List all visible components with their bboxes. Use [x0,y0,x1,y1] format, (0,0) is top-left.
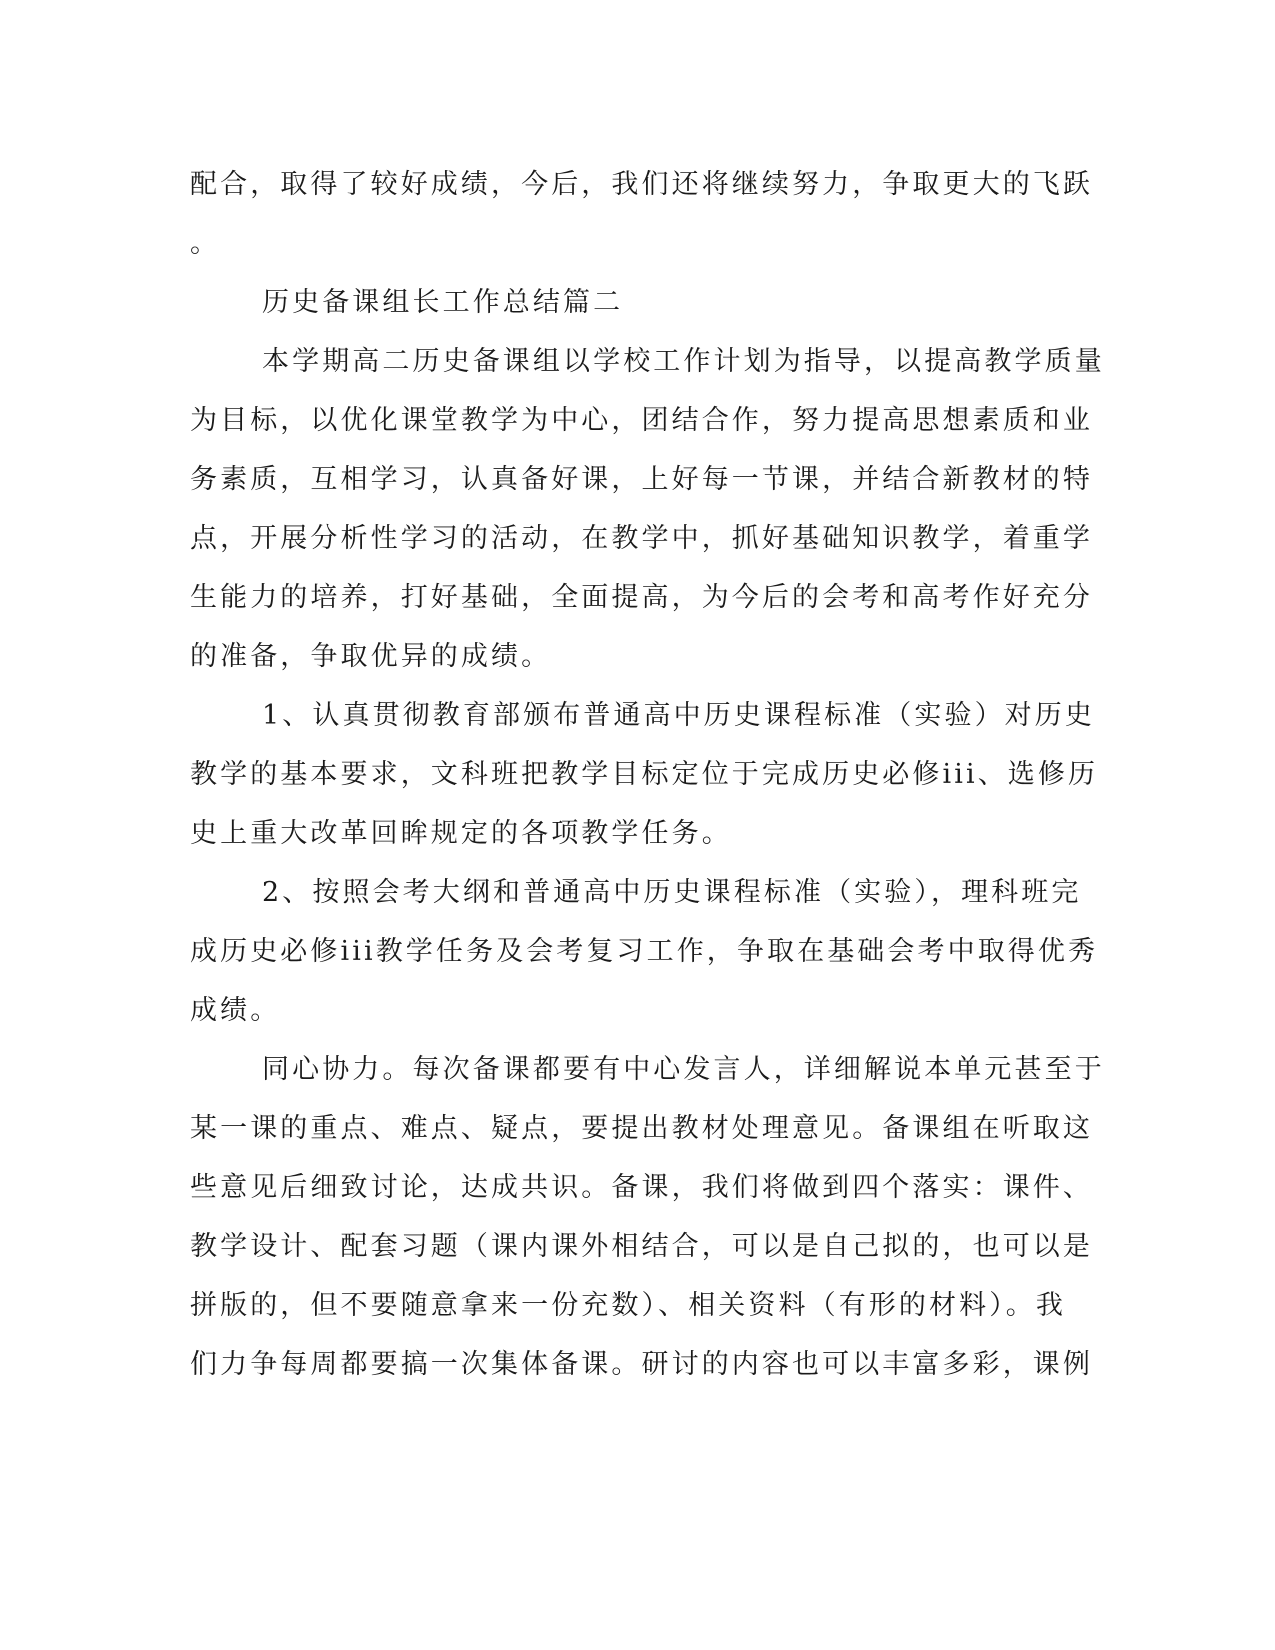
text-line: 配合，取得了较好成绩，今后，我们还将继续努力，争取更大的飞跃 [190,169,1093,200]
text-line: 生能力的培养，打好基础，全面提高，为今后的会考和高考作好充分 [190,582,1093,613]
text-line: 为目标，以优化课堂教学为中心，团结合作，努力提高思想素质和业 [190,405,1093,436]
text-line: 同心协力。每次备课都要有中心发言人，详细解说本单元甚至于 [262,1054,1105,1085]
text-line: 务素质，互相学习，认真备好课，上好每一节课，并结合新教材的特 [190,464,1093,495]
text-line: 。 [190,228,221,259]
text-line: 1、认真贯彻教育部颁布普通高中历史课程标准（实验）对历史 [262,700,1095,731]
text-line: 的准备，争取优异的成绩。 [190,641,552,672]
text-line: 点，开展分析性学习的活动，在教学中，抓好基础知识教学，着重学 [190,523,1093,554]
text-line: 史上重大改革回眸规定的各项教学任务。 [190,818,732,849]
text-line: 某一课的重点、难点、疑点，要提出教材处理意见。备课组在听取这 [190,1113,1093,1144]
text-line: 教学的基本要求，文科班把教学目标定位于完成历史必修iii、选修历 [190,759,1099,790]
text-line: 本学期高二历史备课组以学校工作计划为指导，以提高教学质量 [262,346,1105,377]
text-line: 成历史必修iii教学任务及会考复习工作，争取在基础会考中取得优秀 [190,936,1099,967]
section-heading: 历史备课组长工作总结篇二 [262,287,624,318]
text-line: 教学设计、配套习题（课内课外相结合，可以是自己拟的，也可以是 [190,1231,1093,1262]
text-line: 些意见后细致讨论，达成共识。备课，我们将做到四个落实：课件、 [190,1172,1093,1203]
text-line: 成绩。 [190,995,281,1026]
text-line: 2、按照会考大纲和普通高中历史课程标准（实验），理科班完 [262,877,1082,908]
text-line: 们力争每周都要搞一次集体备课。研讨的内容也可以丰富多彩，课例 [190,1349,1093,1380]
text-line: 拼版的，但不要随意拿来一份充数）、相关资料（有形的材料）。我 [190,1290,1066,1321]
